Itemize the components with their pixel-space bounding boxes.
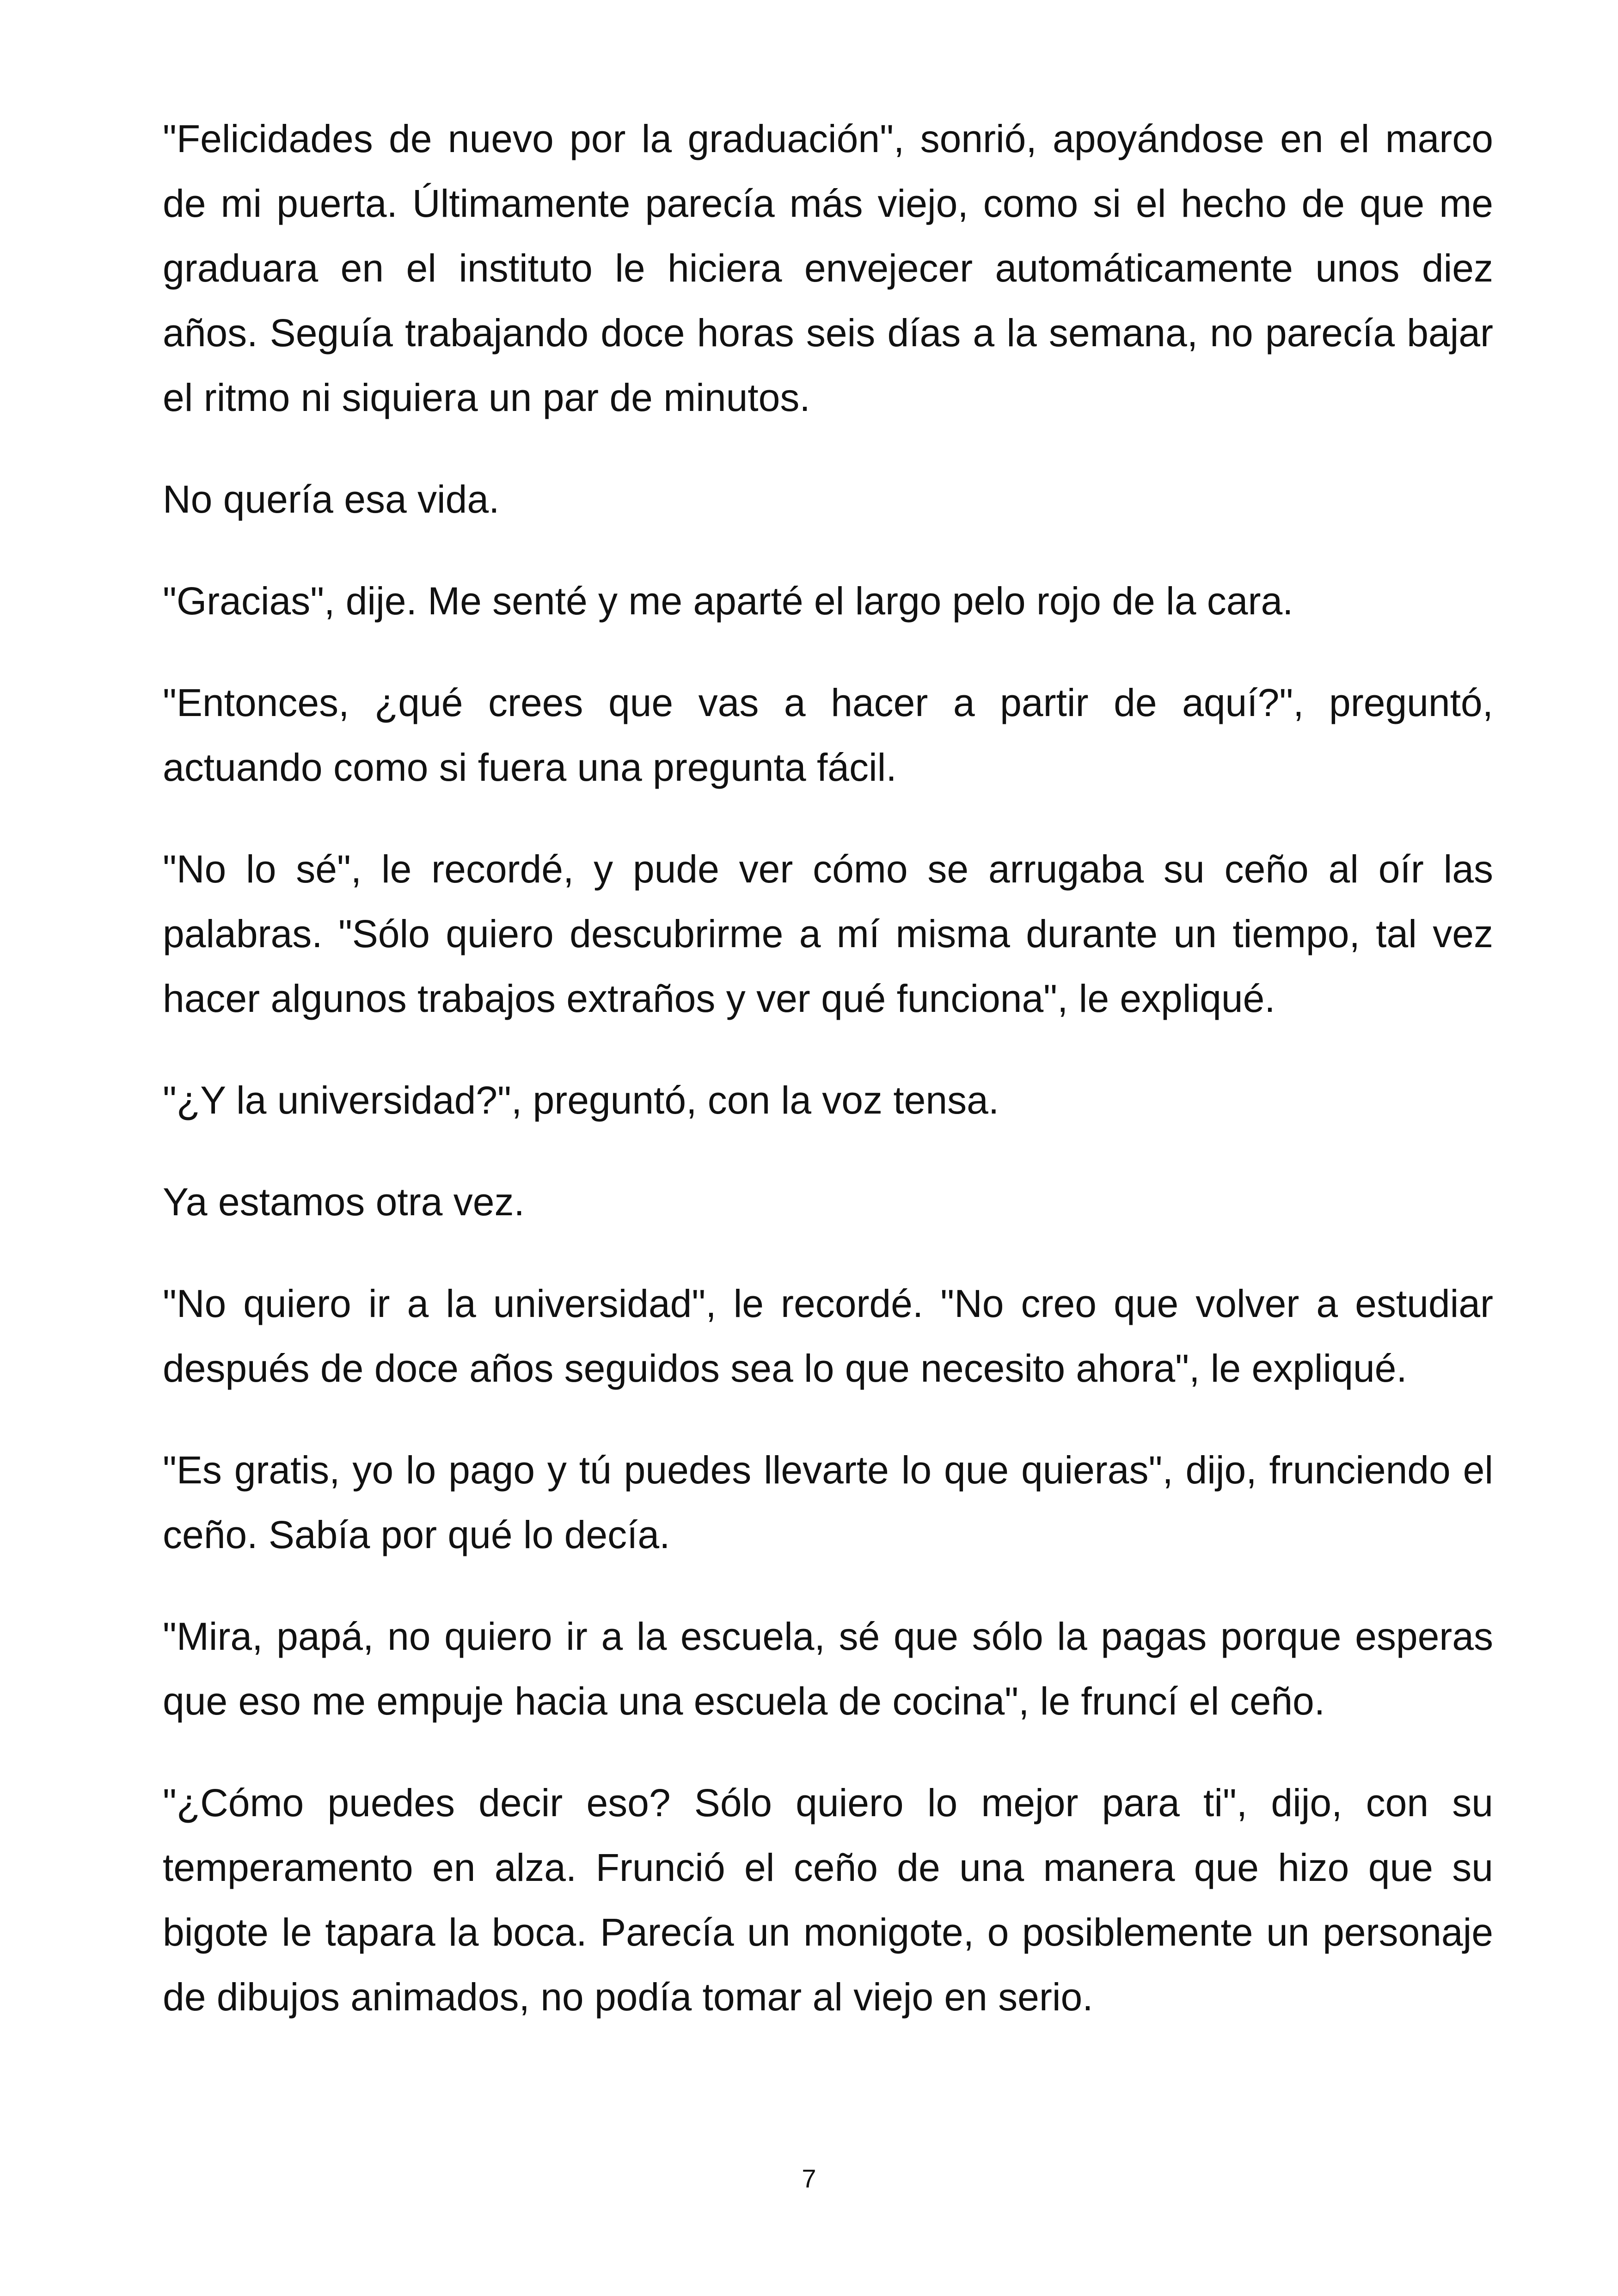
body-text [163,106,1493,2066]
paragraph: "Mira, papá, no quiero ir a la escuela, sé que sólo la pagas porque esperas que eso me empuje hacia una escuela de cocina", le fruncí el ceño. [163,1615,1493,1723]
paragraph: "No quiero ir a la universidad", le recordé. "No creo que volver a estudiar después de doce años seguidos sea lo que necesito ahora", le expliqué. [163,1282,1493,1390]
paragraph: "Felicidades de nuevo por la graduación", sonrió, apoyándose en el marco de mi puerta. Últimamente parecía más viejo, como si el hecho de que me graduara en el instituto le hiciera envejecer automáticamente unos diez años. Seguía trabajando doce horas seis días a la semana, no parecía bajar el ritmo ni siquiera un par de minutos. [163,117,1493,419]
paragraph: "¿Cómo puedes decir eso? Sólo quiero lo mejor para ti", dijo, con su temperamento en alza. Frunció el ceño de una manera que hizo que su bigote le tapara la boca. Parecía un monigote, o posiblemente un personaje de dibujos animados, no podía tomar al viejo en serio. [163,1781,1493,2019]
paragraph: No quería esa vida. [163,478,500,521]
paragraph: "Gracias", dije. Me senté y me aparté el largo pelo rojo de la cara. [163,579,1293,623]
page-number: 7 [802,2164,816,2193]
paragraph: "No lo sé", le recordé, y pude ver cómo se arrugaba su ceño al oír las palabras. "Sólo quiero descubrirme a mí misma durante un tiempo, tal vez hacer algunos trabajos extraños y ver qué funciona", le expliqué. [163,847,1493,1020]
paragraph: "Entonces, ¿qué crees que vas a hacer a partir de aquí?", preguntó, actuando como si fuera una pregunta fácil. [163,681,1493,789]
paragraph: "¿Y la universidad?", preguntó, con la voz tensa. [163,1078,999,1122]
paragraph: "Es gratis, yo lo pago y tú puedes llevarte lo que quieras", dijo, frunciendo el ceño. Sabía por qué lo decía. [163,1448,1493,1556]
paragraph: Ya estamos otra vez. [163,1180,525,1224]
